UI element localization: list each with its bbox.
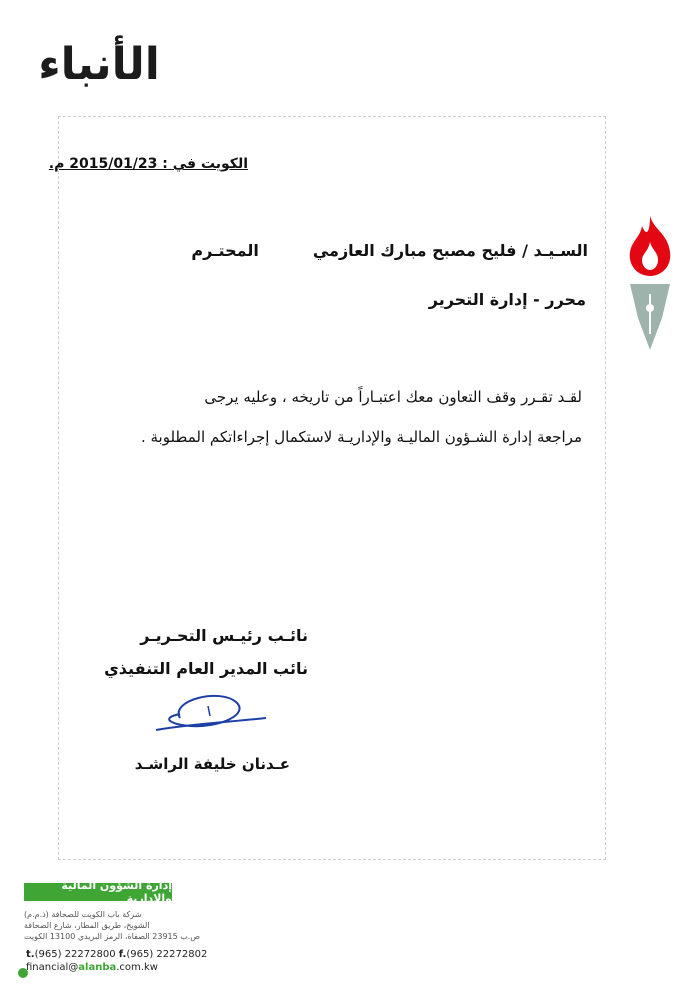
address-line-1: الشويخ، طريق المطار، شارع الصحافة [24,921,150,930]
address-line-2: ص.ب 23915 الصفاة، الرمز البريدي 13100 الكويت [24,932,201,941]
signatory-title-1: نائـب رئيـس التحـريـر [140,626,308,645]
signatory-name: عـدنان خليفة الراشـد [134,755,290,773]
flame-pen-emblem-icon [624,212,676,352]
salutation: السـيـد [533,241,588,260]
honorific: المحتـرم [191,241,259,260]
letter-date: الكويت في : 2015/01/23 م. [48,156,248,172]
recipient-name: فليح مصبح مبارك العازمي [312,241,517,260]
body-paragraph-line-2: مراجعة إدارة الشـؤون الماليـة والإداريـة لاستكمال إجراءاتكم المطلوبة . [140,428,582,446]
separator: / [522,241,528,260]
signatory-title-2: نائب المدير العام التنفيذي [104,659,308,678]
newspaper-logo: الأنباء [38,39,160,90]
phone-fax-line: t.(965) 22272800 f.(965) 22272802 [26,949,208,960]
handwritten-signature [150,688,270,748]
recipient-role: محرر - إدارة التحرير [428,290,586,309]
fax: (965) 22272802 [126,949,208,960]
letter-frame [58,116,606,860]
body-paragraph-line-1: لقـد تقـرر وقف التعاون معك اعتبـاراً من تاريخه ، وعليه يرجى [204,388,582,406]
department-badge: إدارة الشؤون المالية والإدارية [24,883,172,901]
email-address[interactable]: financial@alanba.com.kw [26,962,158,973]
company-name: شركة باب الكويت للصحافة (ذ.م.م) [24,910,142,919]
telephone: (965) 22272800 [34,949,116,960]
recipient-line [191,241,588,260]
